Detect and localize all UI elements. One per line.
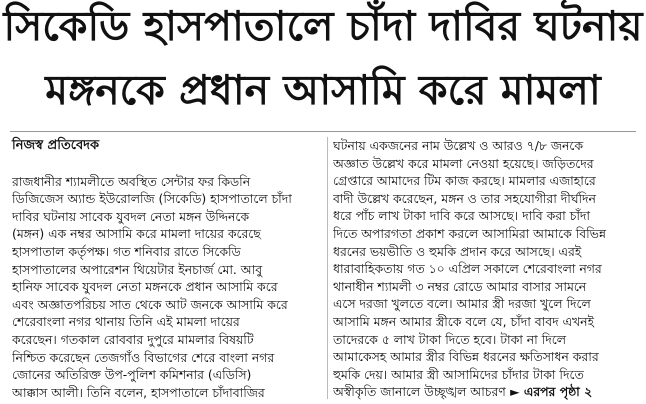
left_column-line: আক্কাস আলী। তিনি বলেন, হাসপাতালে চাঁদাবাজির (12, 384, 265, 400)
right_column-line: আমাকেসহ আমার স্ত্রীর বিভিন্ন ধরনের ক্ষতিসাধন করার (333, 349, 599, 365)
right_column-line: ঘটনায় একজনের নাম উল্লেখ ও আরও ৭/৮ জনকে (333, 138, 583, 153)
headline-divider (10, 131, 636, 132)
article-column-right (333, 137, 636, 401)
right_column-line: গ্রেপ্তারে আমাদের টিম কাজ করছে। মামলার এজাহারে (333, 173, 596, 189)
left_column-line: হাসপাতালের অপারেশন থিয়েটার ইনচার্জ মো. আবু (12, 261, 263, 277)
byline: নিজস্ব প্রতিবেদক (12, 138, 100, 153)
left_column-line: দাবির ঘটনায় সাবেক যুবদল নেতা মঙ্গন উদ্দিনকে (12, 208, 249, 224)
left_column-line: করেছেন। গতকাল রোববার দুপুরে মামলার বিষয়টি (12, 331, 254, 347)
right_column-line: অজ্ঞাত উল্লেখ করে মামলা নেওয়া হয়েছে। জড়িতদের (333, 155, 594, 171)
left_column-line: নিশ্চিত করেছেন তেজগাঁও বিভাগের শেরে বাংলা নগর (12, 349, 275, 365)
right_column-line: ধরে পাঁচ লাখ টাকা দাবি করে আসছে। দাবি করা চাঁদা (333, 208, 591, 224)
right_column-line: দিতে অপারগতা প্রকাশ করলে আসামিরা আমাকে বিভিন্ন (333, 225, 606, 241)
column-rule (327, 137, 328, 399)
right_column-line: ধরনের ভয়ভীতি ও হুমকি প্রদান করে আসছে। এরই (333, 243, 582, 259)
headline-line-2: মঙ্গনকে প্রধান আসামি করে মামলা (45, 66, 601, 114)
left_column-line: শেরেবাংলা নগর থানায় তিনি এই মামলা দায়ের (12, 314, 240, 330)
right_column-line: বাদী উল্লেখ করেছেন, মঙ্গন ও তার সহযোগীরা দীর্ঘদিন (333, 190, 596, 206)
left_column-line: হানিফ সাবেক যুবদল নেতা মঙ্গনকে প্রধান আসামি করে (12, 279, 278, 295)
right_column-line: হুমকি দেয়। আমার স্ত্রী আসামিদের চাঁদার টাকা দিতে (333, 366, 584, 382)
right_column-line: এসে দরজা খুলতে বলে। আমার স্ত্রী দরজা খুলে দিলে (333, 296, 591, 312)
right_column-line: ধারাবাহিকতায় গত ১০ এপ্রিল সকালে শেরেবাংলা নগর (333, 261, 602, 277)
right_column-line: অস্বীকৃতি জানালে উচ্ছৃঙ্খল আচরণ ► এরপর পৃষ্ঠা ২ (333, 384, 593, 400)
left_column-line: জোনের অতিরিক্ত উপ-পুলিশ কমিশনার (এডিসি) (12, 367, 252, 383)
continued-on-page-label: ► এরপর পৃষ্ঠা ২ (505, 384, 593, 400)
article-column-left (12, 137, 324, 401)
left_column-line: ডিজিজেস অ্যান্ড ইউরোলজি (সিকেডি) হাসপাতালে চাঁদা (12, 191, 292, 207)
right_column-line: আসামি মঙ্গন আমার স্ত্রীকে বলে যে, চাঁদা বাবদ এখনই (333, 313, 595, 329)
left_column-line: (মঙ্গন) এক নম্বর আসামি করে মামলা দায়ের করেছে (12, 226, 261, 242)
right_column-line: থানাধীন শ্যামলী ৩ নম্বর রোডে আমার বাসার সামনে (333, 278, 587, 294)
left_column-line: হাসপাতাল কর্তৃপক্ষ। গত শনিবার রাতে সিকেডি (12, 243, 241, 259)
left-column-text (12, 173, 324, 402)
left_column-line: রাজধানীর শ্যামলীতে অবস্থিত সেন্টার ফর কিডনি (12, 173, 251, 189)
left_column-line: এবং অজ্ঞাতপরিচয় সাত থেকে আট জনকে আসামি করে (12, 296, 288, 312)
right-column-text (333, 137, 636, 401)
right_column-line: তাদেরকে ৫ লাখ টাকা দিতে হবে। টাকা না দিলে (333, 331, 566, 347)
headline-line-1: সিকেডি হাসপাতালে চাঁদা দাবির ঘটনায় (3, 2, 643, 50)
